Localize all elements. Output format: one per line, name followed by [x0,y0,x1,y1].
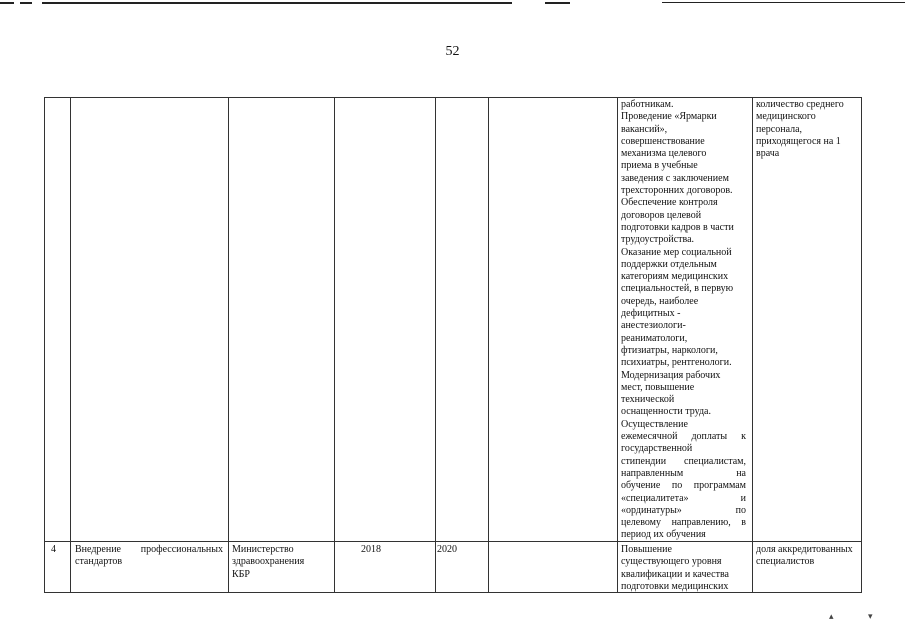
header-rule-left-b [20,2,32,4]
word: обучение [621,480,661,492]
row4-number: 4 [51,544,56,555]
measure-line-justified [621,517,746,529]
measure-line: трехсторонних договоров. [621,185,733,197]
word: Внедрение [75,544,121,555]
measure-line: анестезиологи- [621,320,686,332]
header-rule-mid [545,2,570,4]
measure-line: Модернизация рабочих [621,369,721,381]
measure-line: подготовки медицинских [621,580,729,592]
row4-indicator [756,544,860,569]
header-rule-left-a [0,2,14,4]
measure-line: квалификации и качества [621,568,729,580]
page-number: 52 [445,44,460,59]
word: стипендии [621,455,667,467]
col-divider [334,98,335,592]
word: на [736,467,746,479]
executor-line: КБР [232,568,250,580]
measure-line: договоров целевой [621,209,702,221]
col-divider [752,98,753,592]
measure-line-justified [621,456,746,468]
measure-line: оснащенности труда. [621,406,711,418]
measure-line: дефицитных - [621,308,681,320]
word: по [735,504,746,516]
header-rule-main [42,2,512,4]
col-divider [617,98,618,592]
row4-start-year: 2018 [361,544,381,555]
header-rule-right [662,2,905,3]
measure-line: совершенствование [621,135,705,147]
measure-line: трудоустройства. [621,234,695,246]
word: «специалитета» [621,492,689,504]
measure-line: существующего уровня [621,556,722,568]
measure-line: фтизиатры, наркологи, [621,344,718,356]
indicator-line: приходящегося на 1 [756,135,841,147]
measure-line: работникам. [621,99,674,110]
measure-line-justified [621,480,746,492]
scan-speck: ▾ [868,611,873,621]
col-divider [435,98,436,592]
col-divider [228,98,229,592]
indicator-line: специалистов [756,556,815,568]
measure-line: категориям медицинских [621,271,729,283]
col-divider [488,98,489,592]
word: доплаты [691,431,728,443]
upper-indicator-cell [756,99,858,160]
measure-line: государственной [621,443,693,455]
measure-line: заведения с заключением [621,172,729,184]
measure-line-justified [621,431,746,443]
executor-line: здравоохранения [232,556,305,568]
event-line-justified [75,544,223,556]
word: профессиональных [140,544,223,555]
plan-table [44,97,862,593]
word: целевому [621,517,662,529]
measure-line: Осуществление [621,418,688,430]
measure-line-justified [621,468,746,480]
measure-line: психиатры, рентгенологи. [621,357,732,369]
row4-executor [232,544,330,581]
measure-line: специальностей, в первую [621,283,734,295]
indicator-line: персонала, [756,123,803,135]
word: по [671,480,683,492]
word: ежемесячной [621,431,678,443]
indicator-line: доля аккредитованных [756,544,853,555]
measure-line: Оказание мер социальной [621,246,732,258]
measure-line-justified [621,505,746,517]
row4-end-year: 2020 [437,544,457,555]
word: направлению, [671,517,731,529]
word: программам [693,480,746,492]
indicator-line: врача [756,148,780,160]
scan-speck: ▴ [829,611,834,621]
col-divider [70,98,71,592]
word: специалистам, [684,455,746,467]
measure-line: поддержки отдельным [621,258,717,270]
measure-line: мест, повышение [621,381,695,393]
measure-line: механизма целевого [621,148,707,160]
word: к [741,431,746,443]
word: и [740,492,746,504]
word: «ординатуры» [621,504,682,516]
measure-line-justified [621,493,746,505]
measure-line: вакансий», [621,123,668,135]
executor-line: Министерство [232,544,294,555]
measure-line: период их обучения [621,529,706,541]
upper-measures-cell [621,99,746,542]
event-line: стандартов [75,556,123,568]
measure-line: Повышение [621,544,672,555]
measure-line: Проведение «Ярмарки [621,111,717,123]
measure-line: подготовки кадров в части [621,221,734,233]
indicator-line: количество среднего [756,99,844,110]
measure-line: очередь, наиболее [621,295,699,307]
measure-line: приема в учебные [621,160,698,172]
measure-line: Обеспечение контроля [621,197,718,209]
measure-line: технической [621,394,675,406]
row4-event [75,544,223,569]
word: в [741,517,746,529]
word: направленным [621,467,684,479]
indicator-line: медицинского [756,111,816,123]
row4-measures [621,544,749,593]
measure-line: реаниматологи, [621,332,688,344]
